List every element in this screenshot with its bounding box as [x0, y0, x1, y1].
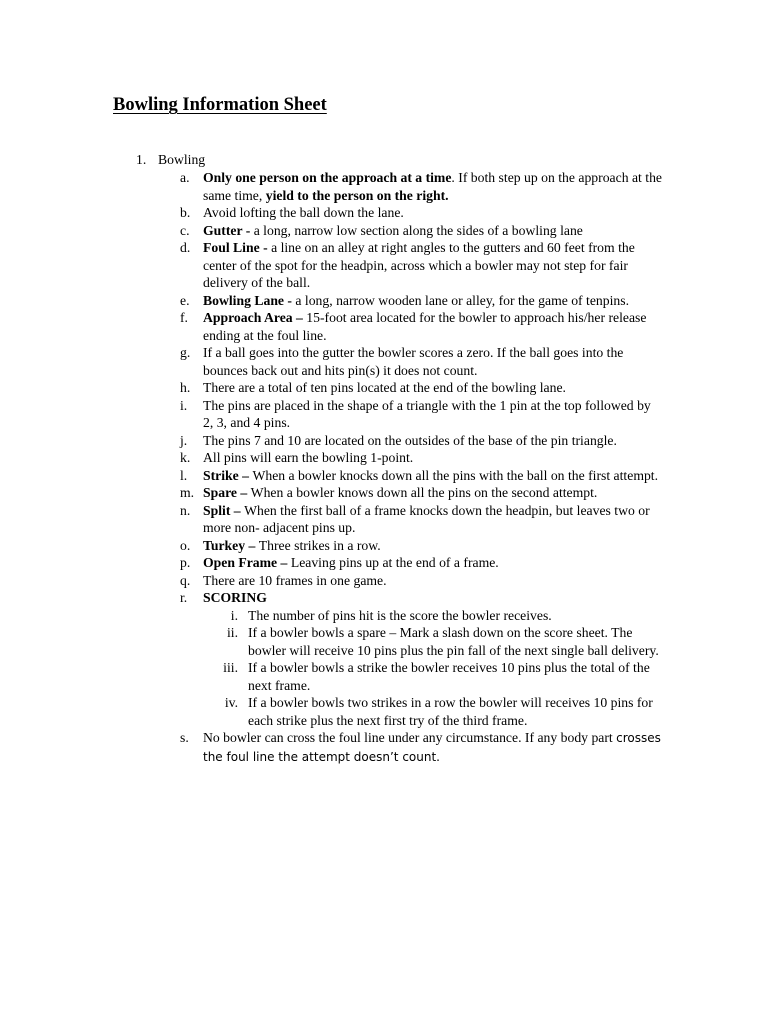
list-item-marker: m.: [180, 485, 195, 500]
sub-list-item-text: The number of pins hit is the score the bowler receives.: [248, 607, 552, 623]
sub-list-item: [0, 607, 768, 625]
list-item-marker: r.: [180, 590, 188, 605]
list-item-text: [203, 572, 663, 590]
text-run: All pins will earn the bowling 1-point.: [203, 450, 414, 465]
text-run: When a bowler knocks down all the pins with the ball on the first attempt.: [252, 467, 659, 483]
list-item-text: [203, 239, 663, 292]
list-item-text: [203, 484, 663, 502]
list-item-text: [203, 729, 663, 766]
list-item: [0, 169, 768, 204]
text-run: There are 10 frames in one game.: [203, 572, 387, 588]
list-item-marker: s.: [180, 730, 189, 745]
document-title: Bowling Information Sheet: [113, 95, 327, 115]
sub-list-item-text: If a bowler bowls two strikes in a row the bowler will receives 10 pins for each strike plus the next first try of the third frame.: [248, 695, 653, 728]
sub-list-item: [0, 659, 768, 694]
list-item-text: [203, 309, 663, 344]
bold-term: Open Frame –: [203, 555, 291, 570]
list-item-marker: a.: [180, 170, 190, 185]
list-item-marker: n.: [180, 502, 191, 518]
sub-list: [0, 607, 768, 730]
sub-list-item-marker: ii.: [226, 625, 238, 640]
list-item-marker: f.: [180, 310, 188, 325]
list-item: [0, 554, 768, 572]
list-item: [0, 309, 768, 344]
bold-term: Only one person on the approach at a time: [203, 170, 452, 185]
sub-list-item-text: If a bowler bowls a spare – Mark a slash down on the score sheet. The bowler will receive 10 pins plus the pin fall of the next single ball delivery.: [248, 625, 659, 658]
list-item-text: [203, 589, 663, 607]
list-item-text: [203, 449, 663, 467]
bold-term: Approach Area –: [203, 310, 307, 325]
list-item: [0, 292, 768, 310]
list-item-text: [203, 502, 663, 537]
list-item-marker: i.: [180, 397, 188, 413]
text-run: Avoid lofting the ball down the lane.: [203, 205, 404, 220]
list-item: [0, 589, 768, 729]
list-item-marker: d.: [180, 240, 191, 255]
list-item: [0, 397, 768, 432]
list-item: [0, 467, 768, 485]
item-list: [0, 169, 768, 766]
bold-term: Turkey –: [203, 537, 259, 553]
text-run: Three strikes in a row.: [258, 537, 381, 553]
list-item-text: [203, 292, 663, 310]
bold-term: Split –: [203, 502, 245, 518]
list-item-marker: e.: [180, 292, 190, 308]
list-item-marker: h.: [180, 380, 191, 395]
section-title: Bowling: [158, 152, 206, 167]
text-run: When a bowler knows down all the pins on the second attempt.: [250, 485, 598, 500]
list-item-marker: b.: [180, 205, 191, 220]
text-run: a long, narrow low section along the sides of a bowling lane: [253, 222, 583, 238]
list-item: [0, 729, 768, 766]
sub-list-item-text: If a bowler bowls a strike the bowler receives 10 pins plus the total of the next frame.: [248, 660, 650, 693]
list-item-marker: k.: [180, 450, 191, 465]
list-item-marker: l.: [180, 467, 188, 483]
bold-term: Spare –: [203, 485, 251, 500]
bold-term: SCORING: [203, 590, 267, 605]
list-item-marker: p.: [180, 555, 191, 570]
list-item: [0, 379, 768, 397]
list-item: [0, 222, 768, 240]
text-run: There are a total of ten pins located at the end of the bowling lane.: [203, 380, 566, 395]
bold-term: Foul Line -: [203, 240, 272, 255]
list-item: [0, 502, 768, 537]
section-heading: [136, 151, 205, 169]
list-item: [0, 537, 768, 555]
list-item: [0, 572, 768, 590]
text-run: If a ball goes into the gutter the bowler scores a zero. If the ball goes into the bounces back out and hits pin(s) it does not count.: [203, 345, 624, 378]
list-item-text: [203, 397, 663, 432]
sub-list-item-marker: iv.: [224, 695, 238, 710]
text-run: When the first ball of a frame knocks down the headpin, but leaves two or more non- adjacent pins up.: [203, 502, 650, 535]
bold-term: yield to the person on the right.: [265, 187, 449, 203]
sub-list-item: [0, 694, 768, 729]
list-item-text: [203, 169, 663, 204]
text-run: a line on an alley at right angles to the gutters and 60 feet from the center of the spot for the headpin, across which a bowler may not step for fair delivery of the ball.: [203, 240, 635, 290]
text-run: a long, narrow wooden lane or alley, for the game of tenpins.: [295, 292, 629, 308]
list-item-text: [203, 344, 663, 379]
list-item-text: [203, 204, 663, 222]
bold-term: Bowling Lane -: [203, 292, 296, 308]
list-item-marker: j.: [180, 432, 188, 448]
list-item: [0, 449, 768, 467]
list-item-text: [203, 379, 663, 397]
sub-list-item-marker: i.: [230, 607, 238, 623]
section-number: 1.: [136, 152, 147, 167]
list-item: [0, 204, 768, 222]
text-run: Leaving pins up at the end of a frame.: [290, 555, 499, 570]
text-run: The pins are placed in the shape of a triangle with the 1 pin at the top followed by 2, 3, and 4 pins.: [203, 397, 651, 430]
list-item-text: [203, 537, 663, 555]
text-run: . If both step up on the approach at the same time,: [203, 170, 662, 203]
list-item: [0, 344, 768, 379]
list-item-marker: c.: [180, 222, 190, 238]
bold-term: Gutter -: [203, 222, 254, 238]
list-item: [0, 432, 768, 450]
text-run: The pins 7 and 10 are located on the outsides of the base of the pin triangle.: [203, 432, 617, 448]
list-item-marker: o.: [180, 537, 191, 553]
sub-list-item: [0, 624, 768, 659]
list-item: [0, 484, 768, 502]
text-run: crosses the foul line the attempt doesn’t count.: [203, 731, 661, 764]
list-item-marker: g.: [180, 345, 191, 360]
list-item-text: [203, 554, 663, 572]
list-item: [0, 239, 768, 292]
list-item-marker: q.: [180, 572, 191, 588]
list-item-text: [203, 467, 663, 485]
list-item-text: [203, 222, 663, 240]
sub-list-item-marker: iii.: [223, 660, 238, 675]
list-item-text: [203, 432, 663, 450]
text-run: 15-foot area located for the bowler to approach his/her release ending at the foul line.: [203, 310, 647, 343]
text-run: No bowler can cross the foul line under any circumstance. If any body part: [203, 730, 617, 745]
bold-term: Strike –: [203, 467, 253, 483]
